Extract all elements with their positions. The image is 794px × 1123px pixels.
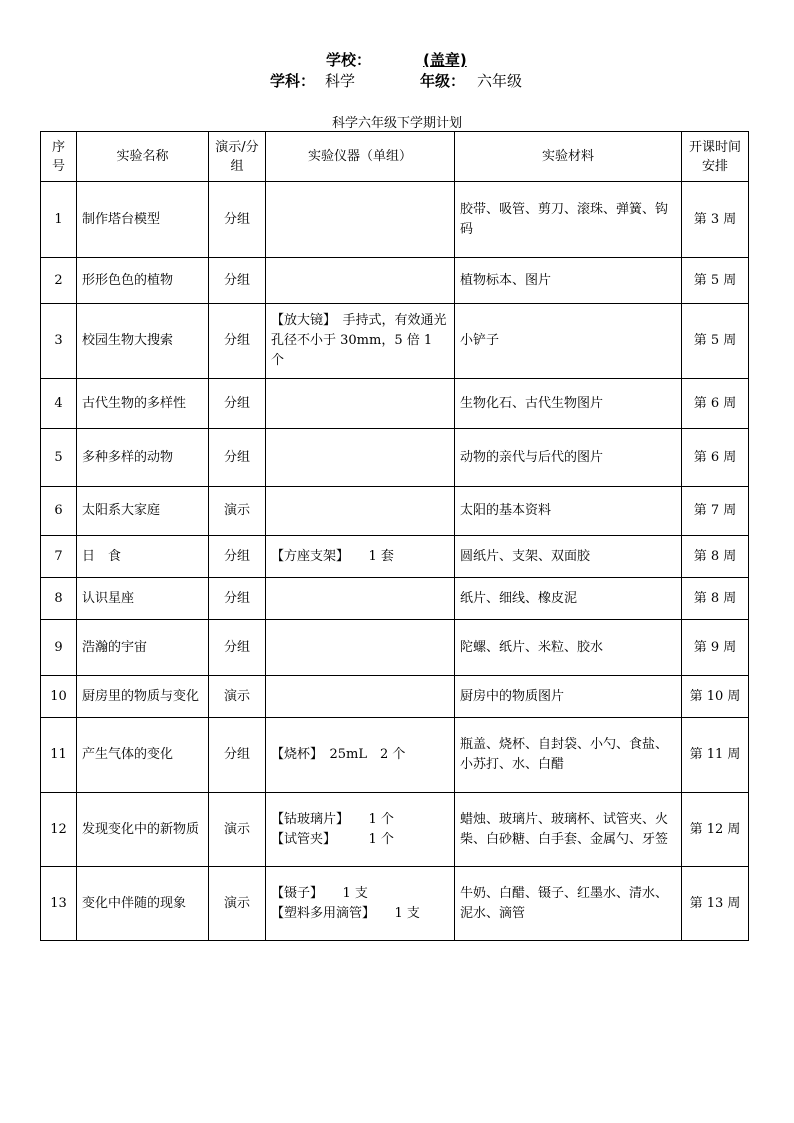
experiment-name: 太阳系大家庭	[77, 487, 209, 536]
experiment-name: 日 食	[77, 536, 209, 578]
schedule-week: 第 6 周	[682, 429, 749, 487]
experiment-materials: 小铲子	[455, 304, 682, 379]
experiment-materials: 太阳的基本资料	[455, 487, 682, 536]
instrument-line: 【镊子】 1 支	[271, 885, 368, 901]
table-row	[41, 304, 749, 379]
experiment-name: 校园生物大搜索	[77, 304, 209, 379]
table-row	[41, 536, 749, 578]
subject-value: 科学	[325, 72, 356, 90]
header-week: 开课时间安排	[682, 132, 749, 182]
experiment-materials: 纸片、细线、橡皮泥	[455, 578, 682, 620]
schedule-week: 第 8 周	[682, 578, 749, 620]
experiment-instrument: 【方座支架】 1 套	[266, 536, 455, 578]
experiment-instrument	[266, 429, 455, 487]
experiment-mode: 演示	[209, 793, 266, 867]
schedule-week: 第 8 周	[682, 536, 749, 578]
schedule-week: 第 12 周	[682, 793, 749, 867]
row-number: 3	[41, 304, 77, 379]
header-instrument: 实验仪器（单组）	[266, 132, 455, 182]
row-number: 12	[41, 793, 77, 867]
row-number: 10	[41, 676, 77, 718]
experiment-instrument: 【放大镜】 手持式，有效通光孔径不小于 30mm，5 倍 1 个	[266, 304, 455, 379]
row-number: 4	[41, 379, 77, 429]
seal-placeholder: (盖章)	[423, 51, 467, 69]
row-number: 5	[41, 429, 77, 487]
experiment-name: 形形色色的植物	[77, 258, 209, 304]
experiment-materials: 厨房中的物质图片	[455, 676, 682, 718]
schedule-week: 第 13 周	[682, 867, 749, 941]
experiment-mode: 演示	[209, 676, 266, 718]
experiment-mode: 分组	[209, 536, 266, 578]
experiment-instrument	[266, 258, 455, 304]
experiment-instrument	[266, 793, 455, 867]
experiment-instrument	[266, 182, 455, 258]
table-body	[41, 182, 749, 941]
table-row	[41, 867, 749, 941]
experiment-instrument	[266, 676, 455, 718]
table-row	[41, 429, 749, 487]
experiment-mode: 分组	[209, 620, 266, 676]
experiment-materials: 圆纸片、支架、双面胶	[455, 536, 682, 578]
experiment-mode: 分组	[209, 304, 266, 379]
schedule-week: 第 5 周	[682, 258, 749, 304]
experiment-mode: 演示	[209, 487, 266, 536]
instrument-line: 【钴玻璃片】 1 个	[271, 811, 394, 827]
schedule-week: 第 11 周	[682, 718, 749, 793]
schedule-week: 第 9 周	[682, 620, 749, 676]
row-number: 8	[41, 578, 77, 620]
experiment-name: 古代生物的多样性	[77, 379, 209, 429]
grade-value: 六年级	[477, 72, 523, 90]
experiment-name: 厨房里的物质与变化	[77, 676, 209, 718]
table-row	[41, 620, 749, 676]
experiment-name: 产生气体的变化	[77, 718, 209, 793]
row-number: 11	[41, 718, 77, 793]
experiment-mode: 分组	[209, 379, 266, 429]
schedule-week: 第 3 周	[682, 182, 749, 258]
table-caption: 科学六年级下学期计划	[331, 116, 462, 131]
experiment-materials: 牛奶、白醋、镊子、红墨水、清水、泥水、滴管	[455, 867, 682, 941]
experiment-mode: 分组	[209, 578, 266, 620]
experiment-instrument: 【烧杯】 25mL 2 个	[266, 718, 455, 793]
experiment-name: 认识星座	[77, 578, 209, 620]
experiment-mode: 分组	[209, 429, 266, 487]
row-number: 2	[41, 258, 77, 304]
header-no: 序号	[41, 132, 77, 182]
row-number: 9	[41, 620, 77, 676]
row-number: 6	[41, 487, 77, 536]
experiment-materials: 动物的亲代与后代的图片	[455, 429, 682, 487]
experiment-instrument	[266, 379, 455, 429]
table-row	[41, 578, 749, 620]
experiment-materials: 瓶盖、烧杯、自封袋、小勺、食盐、小苏打、水、白醋	[455, 718, 682, 793]
school-label: 学校：	[326, 51, 372, 69]
header-mode: 演示/分组	[209, 132, 266, 182]
experiment-name: 制作塔台模型	[77, 182, 209, 258]
instrument-line: 【塑料多用滴管】 1 支	[271, 905, 420, 921]
experiment-plan-table	[40, 131, 749, 941]
instrument-line: 【试管夹】 1 个	[271, 831, 394, 847]
experiment-name: 发现变化中的新物质	[77, 793, 209, 867]
experiment-instrument	[266, 620, 455, 676]
header-name: 实验名称	[77, 132, 209, 182]
experiment-materials: 植物标本、图片	[455, 258, 682, 304]
table-row	[41, 718, 749, 793]
experiment-name: 变化中伴随的现象	[77, 867, 209, 941]
experiment-instrument	[266, 578, 455, 620]
experiment-mode: 演示	[209, 867, 266, 941]
row-number: 13	[41, 867, 77, 941]
subject-label: 学科：	[270, 72, 316, 90]
row-number: 7	[41, 536, 77, 578]
experiment-mode: 分组	[209, 258, 266, 304]
experiment-mode: 分组	[209, 718, 266, 793]
grade-label: 年级：	[420, 72, 466, 90]
experiment-instrument	[266, 487, 455, 536]
header-materials: 实验材料	[455, 132, 682, 182]
experiment-instrument	[266, 867, 455, 941]
table-row	[41, 676, 749, 718]
table-row	[41, 793, 749, 867]
experiment-materials: 生物化石、古代生物图片	[455, 379, 682, 429]
schedule-week: 第 5 周	[682, 304, 749, 379]
table-row	[41, 487, 749, 536]
experiment-name: 浩瀚的宇宙	[77, 620, 209, 676]
row-number: 1	[41, 182, 77, 258]
experiment-name: 多种多样的动物	[77, 429, 209, 487]
experiment-materials: 陀螺、纸片、米粒、胶水	[455, 620, 682, 676]
table-row	[41, 182, 749, 258]
experiment-materials: 胶带、吸管、剪刀、滚珠、弹簧、钩码	[455, 182, 682, 258]
schedule-week: 第 6 周	[682, 379, 749, 429]
experiment-mode: 分组	[209, 182, 266, 258]
schedule-week: 第 10 周	[682, 676, 749, 718]
schedule-week: 第 7 周	[682, 487, 749, 536]
table-row	[41, 379, 749, 429]
experiment-materials: 蜡烛、玻璃片、玻璃杯、试管夹、火柴、白砂糖、白手套、金属勺、牙签	[455, 793, 682, 867]
table-header-row	[41, 132, 749, 182]
table-row	[41, 258, 749, 304]
